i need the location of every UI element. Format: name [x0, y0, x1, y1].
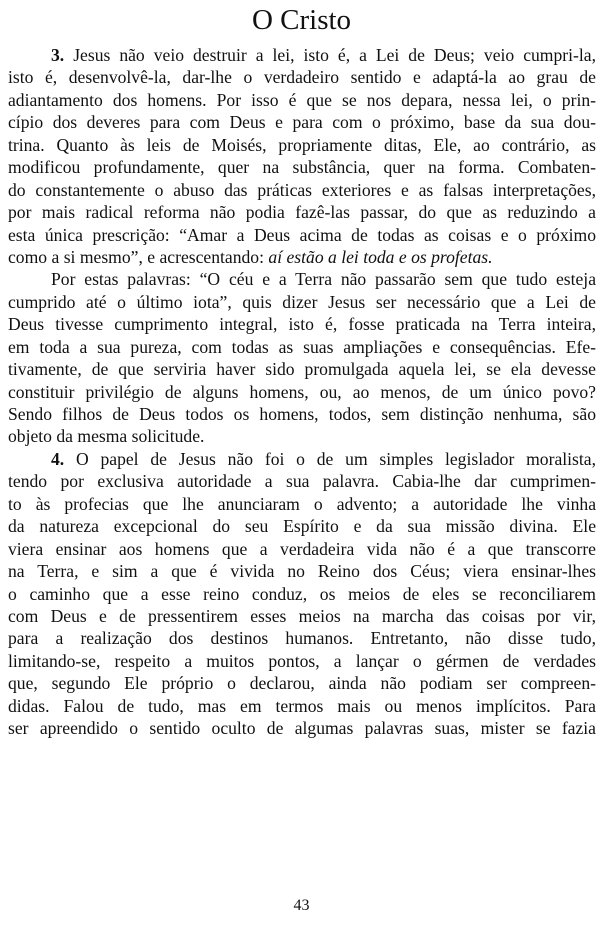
paragraph-3: [8, 44, 596, 268]
text-line: limitando-se, respeito a muitos pontos, a lançar o gérmen de verdades: [8, 650, 596, 671]
paragraph-number: 4.: [51, 448, 65, 469]
text-line: na Terra, e sim a que é vivida no Reino dos Céus; viera ensinar-lhes: [8, 561, 596, 582]
text-line: esta única prescrição: “Amar a Deus acima de todas as coisas e o próximo: [8, 224, 596, 245]
text-line: adiantamento dos homens. Por isso é que se nos depara, nessa lei, o prin-: [8, 89, 596, 110]
text-line: viera ensinar aos homens que a verdadeira vida não é a que transcorre: [8, 538, 596, 559]
text-line: com Deus e de pressentirem esses meios na marcha das coisas por vir,: [8, 605, 596, 626]
text-line: cumprido até o último iota”, quis dizer Jesus ser necessário que a Lei de: [8, 291, 596, 312]
text-line: do constantemente o abuso das práticas exteriores e as falsas interpretações,: [8, 179, 596, 200]
text-line: to às profecias que lhe anunciaram o advento; a autoridade lhe vinha: [8, 493, 596, 514]
paragraph-4: [8, 448, 596, 740]
text-line: por mais radical reforma não podia fazê-las passar, do que as reduzindo a: [8, 202, 596, 223]
text-line: trina. Quanto às leis de Moisés, propriamente ditas, Ele, ao contrário, as: [8, 134, 596, 155]
text-line: didas. Falou de tudo, mas em termos mais ou menos implícitos. Para: [8, 695, 596, 716]
page-number: 43: [293, 897, 310, 914]
text-line: que, segundo Ele próprio o declarou, ainda não podiam ser compreen-: [8, 673, 596, 694]
text-line: cípio dos deveres para com Deus e para com o próximo, base da sua dou-: [8, 112, 596, 133]
text-line: constituir privilégio de alguns homens, ou, ao menos, de um único povo?: [8, 381, 596, 402]
paragraph-number: 3.: [51, 45, 65, 65]
text-line: Sendo filhos de Deus todos os homens, todos, sem distinção nenhuma, são: [8, 404, 596, 424]
text-line: 4. O papel de Jesus não foi o de um simples legislador moralista,: [51, 448, 596, 469]
text-line: 3. Jesus não veio destruir a lei, isto é, a Lei de Deus; veio cumpri-la,: [51, 45, 596, 65]
text-line: ser apreendido o sentido oculto de algumas palavras suas, mister se fazia: [8, 718, 596, 739]
text-line: objeto da mesma solicitude.: [8, 426, 205, 447]
paragraph-3-continued: [8, 268, 596, 448]
text-line: Por estas palavras: “O céu e a Terra não passarão sem que tudo esteja: [51, 269, 596, 290]
text-line: modificou profundamente, quer na substância, quer na forma. Combaten-: [8, 157, 596, 178]
text-line: Deus tivesse cumprimento integral, isto é, fosse praticada na Terra inteira,: [8, 314, 596, 335]
text-line: isto é, desenvolvê-la, dar-lhe o verdadeiro sentido e adaptá-la ao grau de: [8, 67, 596, 88]
text-line: da natureza excepcional do seu Espírito e da sua missão divina. Ele: [8, 516, 596, 537]
text-line: o caminho que a esse reino conduz, os meios de eles se reconciliarem: [8, 583, 596, 604]
text-line: tendo por exclusiva autoridade a sua palavra. Cabia-lhe dar cumprimen-: [8, 471, 596, 492]
text-line: como a si mesmo”, e acrescentando: aí estão a lei toda e os profetas.: [8, 246, 493, 267]
text-line: em toda a sua pureza, com todas as suas ampliações e consequências. Efe-: [8, 336, 596, 357]
text-line: para a realização dos destinos humanos. Entretanto, não disse tudo,: [8, 628, 596, 649]
page-title: O Cristo: [251, 4, 352, 36]
text-line: tivamente, de que serviria haver sido promulgada aquela lei, se ela devesse: [8, 359, 596, 380]
body-text: [8, 44, 596, 740]
italic-phrase: aí estão a lei toda e os profetas.: [268, 246, 493, 267]
